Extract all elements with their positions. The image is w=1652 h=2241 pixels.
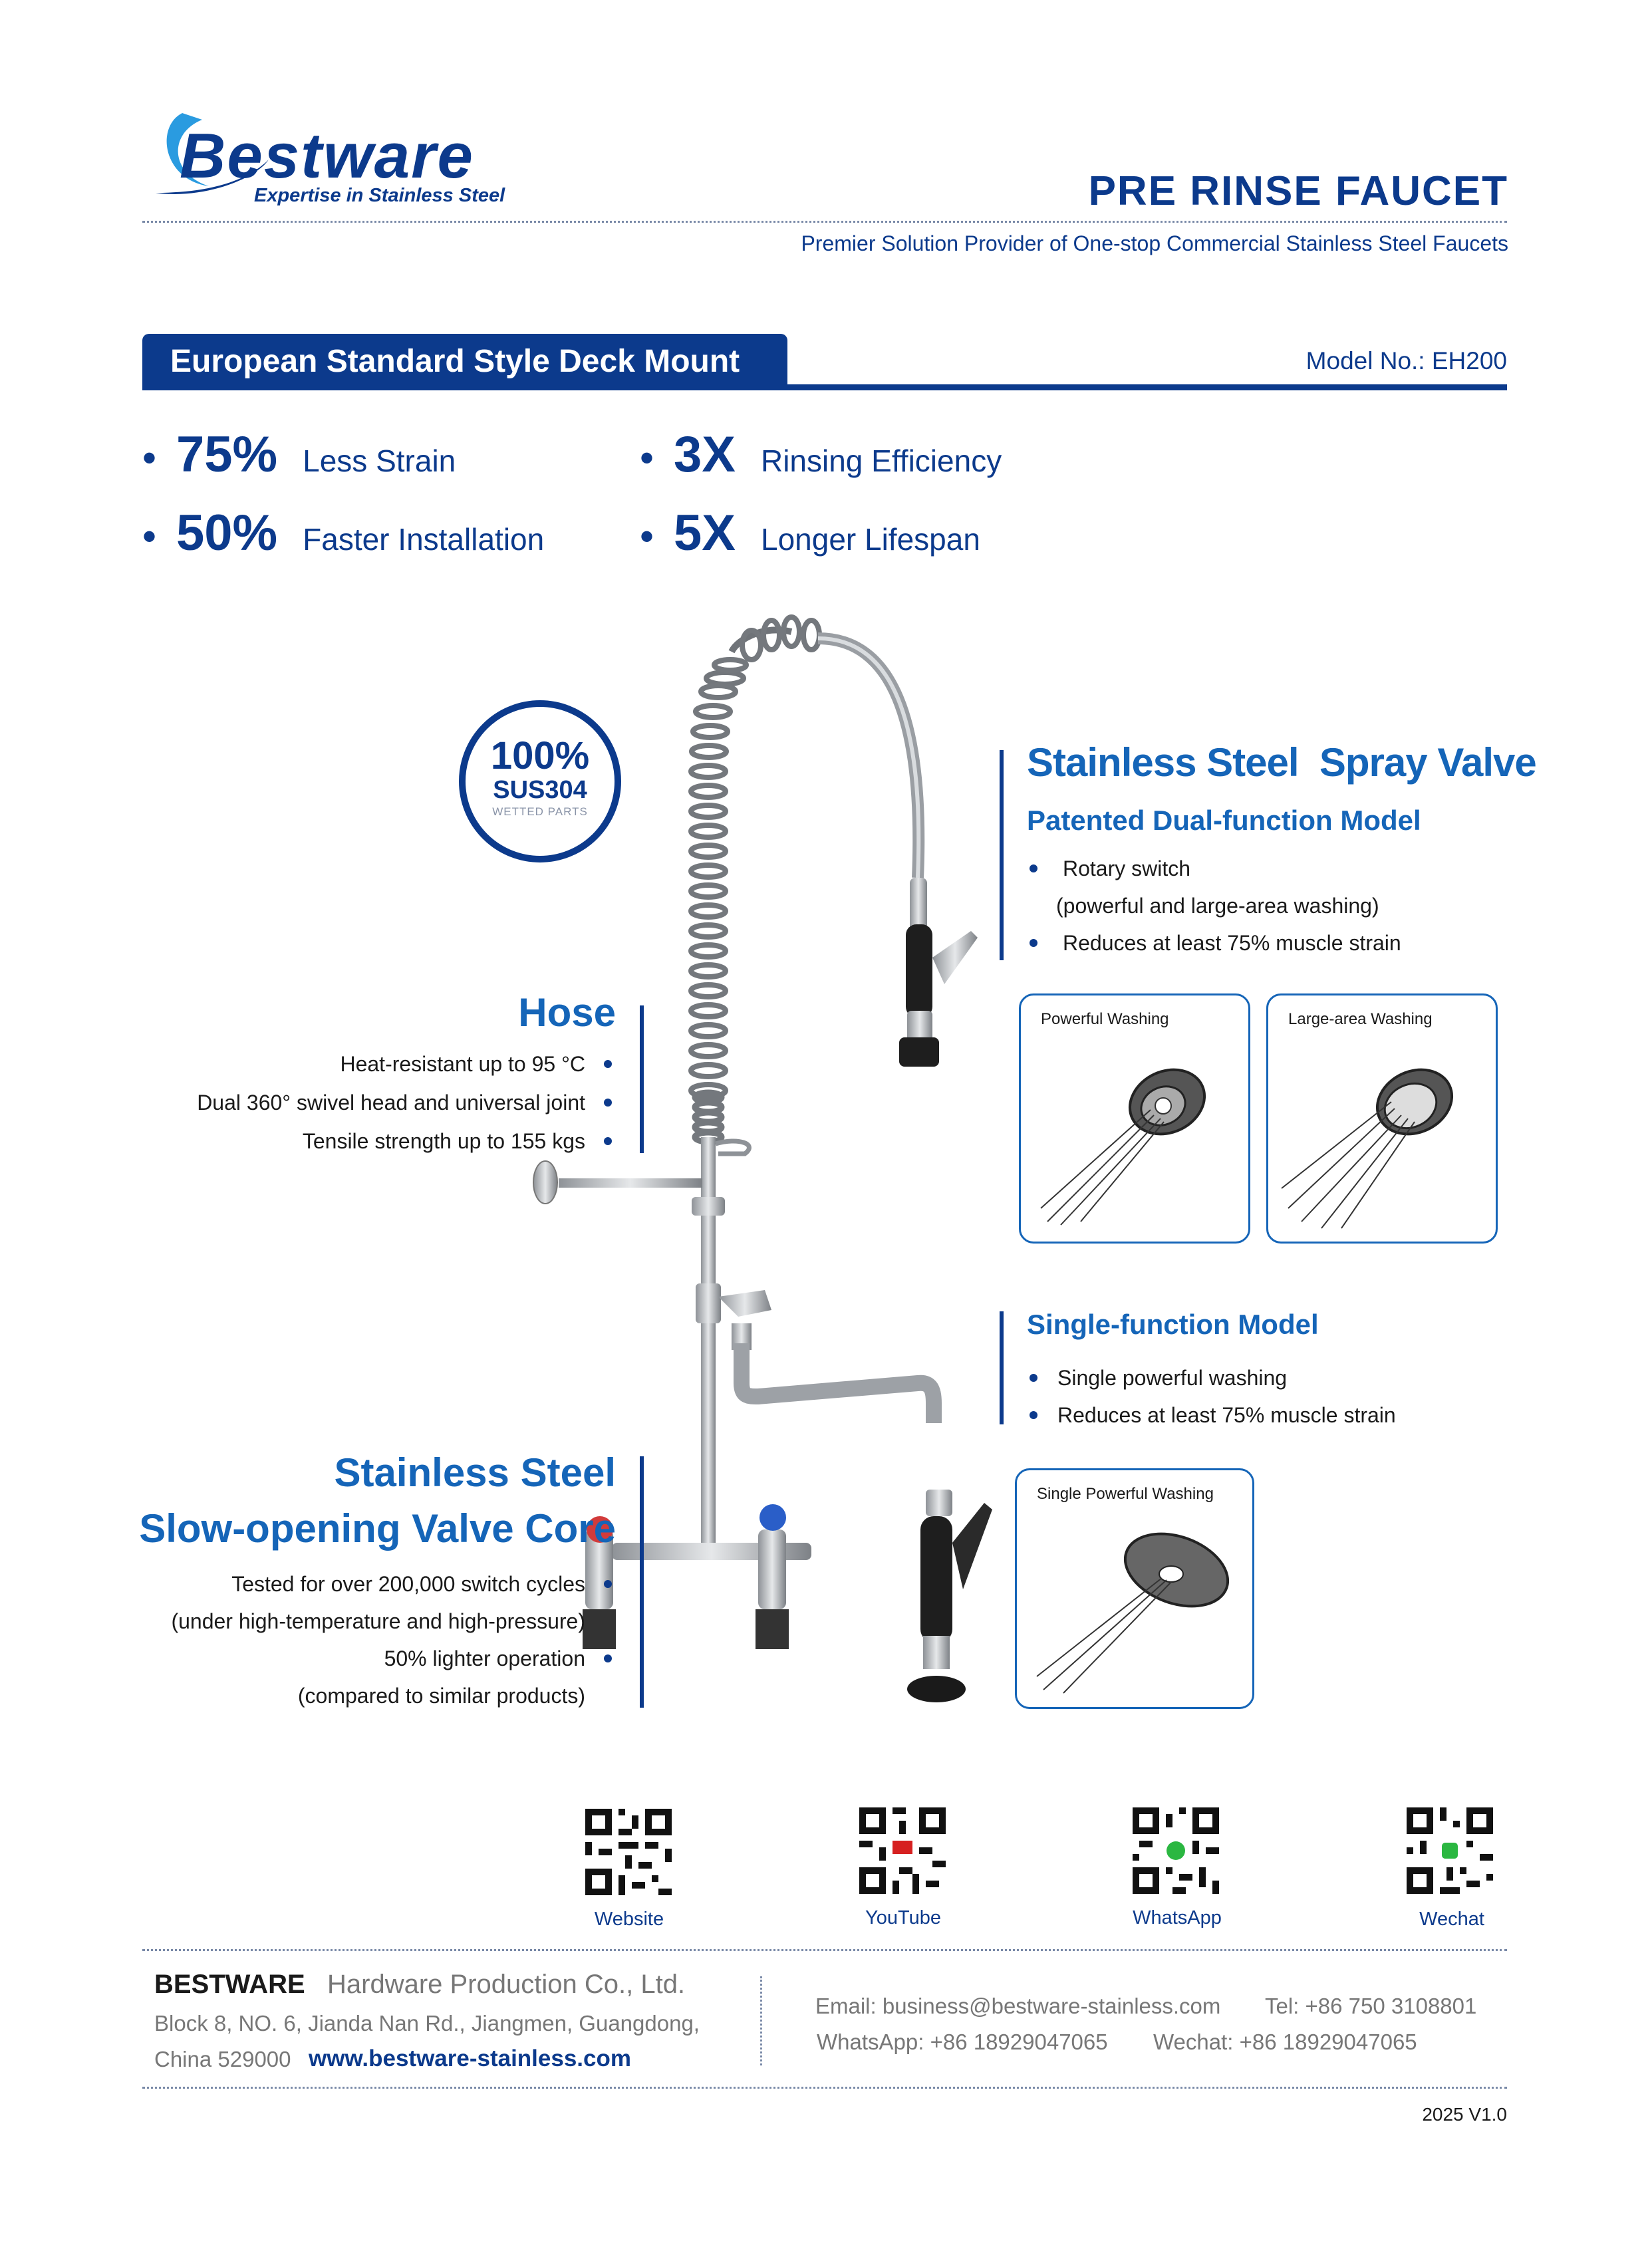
spray-nozzle-icon [1028, 1042, 1240, 1235]
page-title: PRE RINSE FAUCET [1088, 168, 1508, 214]
sus304-badge: 100% SUS304 WETTED PARTS [459, 700, 621, 862]
spray-valve-feature: Rotary switch [1063, 857, 1191, 880]
bullet [1030, 939, 1037, 947]
single-powerful-washing-card: Single Powerful Washing [1015, 1468, 1254, 1709]
company-name: BESTWARE [154, 1970, 305, 1999]
single-function-feature: Single powerful washing [1057, 1366, 1288, 1390]
logo-tagline: Expertise in Stainless Steel [254, 185, 505, 206]
stat-rinsing-efficiency: • 3X Rinsing Efficiency [640, 426, 1002, 483]
valve-core-feature: Tested for over 200,000 switch cycles [231, 1572, 585, 1596]
valve-core-note: (under high-temperature and high-pressure) [171, 1609, 585, 1633]
hose-feature: Heat-resistant up to 95 °C [340, 1052, 585, 1076]
spray-valve-note: (powerful and large-area washing) [1056, 894, 1379, 918]
hose-feature: Tensile strength up to 155 kgs [302, 1129, 585, 1153]
hose-bar [640, 1005, 644, 1153]
website-qr-label: Website [594, 1909, 664, 1930]
spray-nozzle-icon [1275, 1042, 1488, 1235]
website-qr-code[interactable] [585, 1809, 672, 1895]
valve-core-bar [640, 1456, 644, 1708]
email[interactable]: Email: business@bestware-stainless.com [815, 1994, 1221, 2018]
version: 2025 V1.0 [1422, 2104, 1507, 2125]
header-divider [142, 221, 1507, 223]
valve-core-title: Slow-opening Valve Core [139, 1506, 616, 1551]
valve-core-feature: 50% lighter operation [384, 1647, 585, 1670]
model-number: Model No.: EH200 [1306, 347, 1507, 374]
spray-valve-subtitle: Patented Dual-function Model [1027, 805, 1421, 836]
telephone[interactable]: Tel: +86 750 3108801 [1265, 1994, 1477, 2018]
footer-separator [760, 1976, 762, 2065]
spray-valve-bar [1000, 750, 1004, 960]
hose-feature: Dual 360° swivel head and universal joint [197, 1091, 585, 1115]
bullet [604, 1060, 612, 1068]
bullet [604, 1099, 612, 1107]
bullet [604, 1137, 612, 1145]
spray-nozzle-icon [1024, 1517, 1243, 1703]
bullet [604, 1654, 612, 1662]
large-area-washing-card: Large-area Washing [1266, 993, 1498, 1244]
address-line-2: China 529000 [154, 2047, 291, 2071]
stat-longer-lifespan: • 5X Longer Lifespan [640, 505, 980, 561]
single-function-title: Single-function Model [1027, 1309, 1319, 1340]
bullet [604, 1580, 612, 1588]
footer-divider-top [142, 1949, 1507, 1951]
valve-core-note: (compared to similar products) [297, 1684, 585, 1708]
spray-valve-title: Stainless Steel Spray Valve [1027, 740, 1536, 785]
whatsapp-qr-code[interactable] [1133, 1807, 1219, 1894]
website-link[interactable]: www.bestware-stainless.com [309, 2045, 631, 2071]
whatsapp-number[interactable]: WhatsApp: +86 18929047065 [817, 2030, 1108, 2054]
whatsapp-qr-label: WhatsApp [1133, 1907, 1222, 1928]
powerful-washing-card: Powerful Washing [1019, 993, 1250, 1244]
wechat-qr-label: Wechat [1419, 1909, 1484, 1930]
section-title: European Standard Style Deck Mount [142, 334, 787, 390]
spray-valve-feature: Reduces at least 75% muscle strain [1063, 931, 1401, 955]
bullet [1030, 1374, 1037, 1382]
youtube-qr-label: YouTube [865, 1907, 941, 1928]
youtube-qr-code[interactable] [859, 1807, 946, 1894]
bullet [1030, 864, 1037, 872]
company-name-rest: Hardware Production Co., Ltd. [327, 1970, 686, 1999]
wechat-qr-code[interactable] [1407, 1807, 1493, 1894]
hose-title: Hose [518, 990, 616, 1035]
stat-less-strain: • 75% Less Strain [142, 426, 456, 483]
valve-core-title: Stainless Steel [334, 1450, 616, 1495]
footer-divider-bottom [142, 2087, 1507, 2089]
logo[interactable]: Bestware [180, 120, 474, 192]
page-subtitle: Premier Solution Provider of One-stop Commercial Stainless Steel Faucets [801, 231, 1508, 255]
wechat-number[interactable]: Wechat: +86 18929047065 [1153, 2030, 1417, 2054]
single-function-bar [1000, 1311, 1004, 1424]
stat-faster-installation: • 50% Faster Installation [142, 505, 545, 561]
bullet [1030, 1411, 1037, 1419]
single-function-feature: Reduces at least 75% muscle strain [1057, 1403, 1396, 1427]
section-divider [142, 384, 1507, 390]
address-line-1: Block 8, NO. 6, Jianda Nan Rd., Jiangmen, Guangdong, [154, 2011, 700, 2036]
